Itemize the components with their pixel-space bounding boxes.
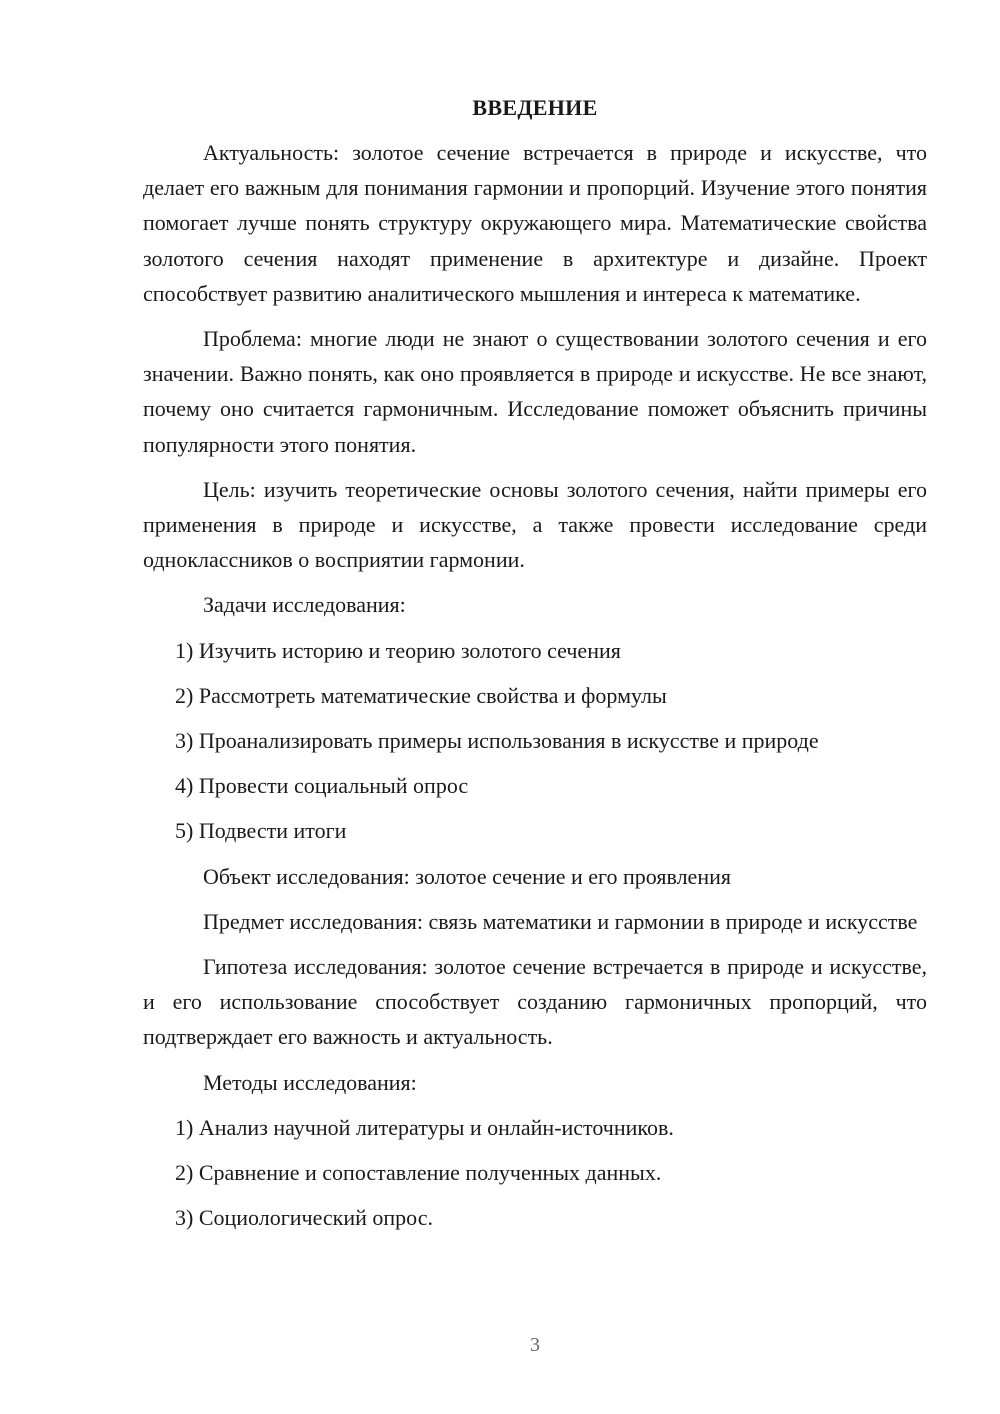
list-item [175,723,927,758]
list-item [175,1110,927,1145]
list-item-text: Проанализировать примеры использования в искусстве и природе [198,728,819,754]
problem-paragraph: Проблема: многие люди не знают о существовании золотого сечения и его значении. Важно понять, как оно проявляется в природе и искусстве. Не все знают, почему оно считается гармоничным. Исследование поможет объяснить причины популярности этого понятия. [143,326,927,457]
list-item [175,678,927,713]
list-item-number: 4) [175,773,194,799]
list-item-text: Сравнение и сопоставление полученных данных. [198,1160,662,1186]
hypothesis-paragraph: Гипотеза исследования: золотое сечение встречается в природе и искусстве, и его использование способствует созданию гармоничных пропорций, что подтверждает его важность и актуальность. [143,954,927,1050]
object-paragraph: Объект исследования: золотое сечение и его проявления [203,863,731,889]
relevance-paragraph: Актуальность: золотое сечение встречается в природе и искусстве, что делает его важным для понимания гармонии и пропорций. Изучение этого понятия помогает лучше понять структуру окружающего мира. Математические свойства золотого сечения находят применение в архитектуре и дизайне. Проект способствует развитию аналитического мышления и интереса к математике. [143,140,927,306]
goal-paragraph: Цель: изучить теоретические основы золотого сечения, найти примеры его применения в природе и искусстве, а также провести исследование среди одноклассников о восприятии гармонии. [143,476,927,573]
list-item-number: 2) [175,682,194,708]
list-item-number: 2) [175,1160,194,1186]
page-title: ВВЕДЕНИЕ [472,95,598,120]
list-item-number: 3) [175,728,194,754]
page-content [143,93,927,1245]
tasks-heading: Задачи исследования: [203,592,406,618]
methods-heading: Методы исследования: [203,1069,417,1095]
page-number: 3 [530,1334,540,1356]
list-item-text: Анализ научной литературы и онлайн-источников. [198,1114,674,1140]
list-item-number: 5) [175,818,194,844]
list-item [175,1200,927,1235]
list-item-text: Социологический опрос. [198,1205,433,1231]
list-item [175,1155,927,1190]
list-item-number: 1) [175,1114,194,1140]
list-item [175,633,927,668]
subject-paragraph: Предмет исследования: связь математики и гармонии в природе и искусстве [203,908,918,934]
list-item-number: 1) [175,637,194,663]
list-item [175,813,927,848]
list-item-text: Подвести итоги [198,818,347,844]
list-item-text: Изучить историю и теорию золотого сечения [198,637,621,663]
list-item [175,768,927,803]
list-item-number: 3) [175,1205,194,1231]
list-item-text: Рассмотреть математические свойства и формулы [198,682,667,708]
list-item-text: Провести социальный опрос [198,773,469,799]
